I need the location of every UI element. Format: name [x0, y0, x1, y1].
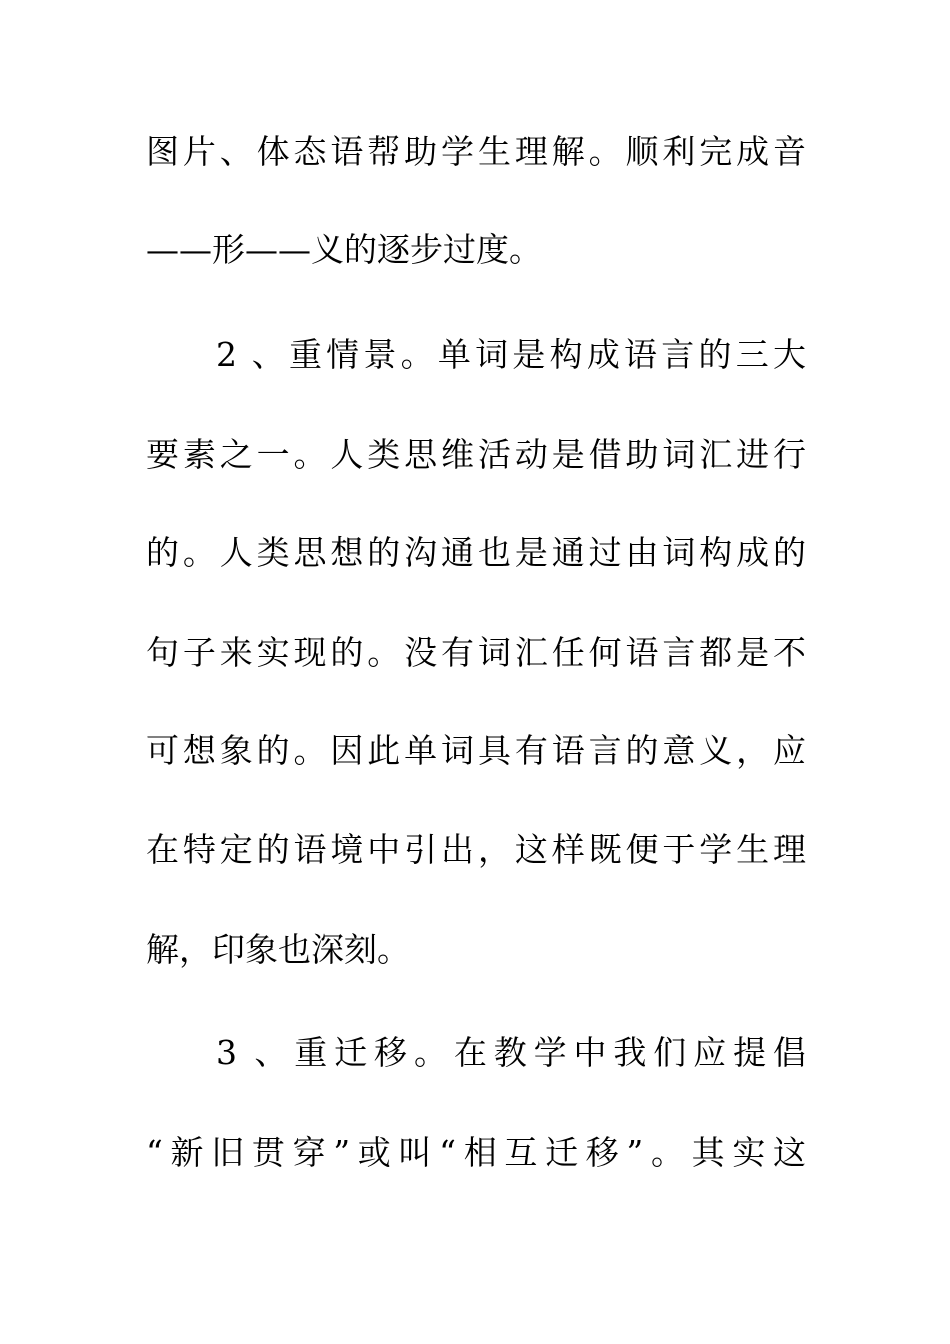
text-line-1: 图片、体态语帮助学生理解。顺利完成音: [146, 132, 806, 171]
text-line-6: 句子来实现的。没有词汇任何语言都是不: [146, 633, 806, 672]
text-line-4: 要素之一。人类思维活动是借助词汇进行: [146, 435, 806, 474]
text-line-9: 解，印象也深刻。: [146, 930, 410, 969]
text-line-5: 的。人类思想的沟通也是通过由词构成的: [146, 533, 806, 572]
text-line-11: “新旧贯穿”或叫“相互迁移”。其实这: [146, 1133, 806, 1172]
text-line-3: 2 、重情景。单词是构成语言的三大: [216, 335, 806, 374]
text-line-8: 在特定的语境中引出，这样既便于学生理: [146, 830, 806, 869]
text-line-7: 可想象的。因此单词具有语言的意义，应: [146, 731, 806, 770]
text-line-10: 3 、重迁移。在教学中我们应提倡: [216, 1033, 806, 1072]
text-line-2: ——形——义的逐步过度。: [146, 230, 542, 269]
